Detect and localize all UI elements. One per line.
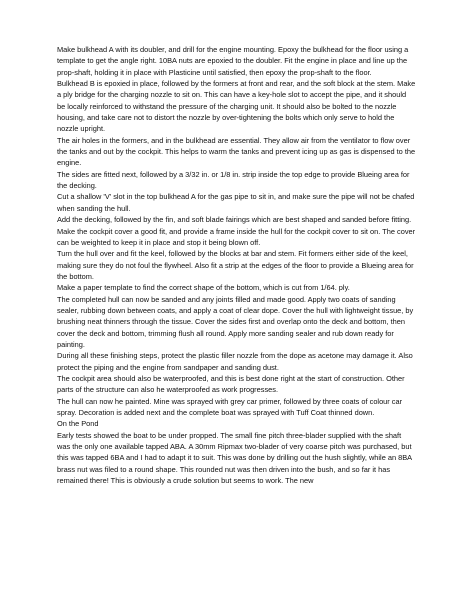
paragraph-air-holes: The air holes in the formers, and in the bulkhead are essential. They allow air from the ventilator to flow over the tanks and out by the cockpit. This helps to warm the tanks and prevent icing up as gas is dispensed to the engine. (57, 135, 416, 168)
paragraph-cockpit-cover: Make the cockpit cover a good fit, and provide a frame inside the hull for the cockpit cover to sit on. The cover can be weighted to keep it in place and stop it being blown off. (57, 226, 416, 247)
paragraph-decking: Add the decking, followed by the fin, and soft blade fairings which are best shaped and sanded before fitting. (57, 215, 412, 225)
paragraph-keel: Turn the hull over and fit the keel, followed by the blocks at bar and stem. Fit formers either side of the keel, making sure they do not foul the flywheel. Also fit a strip at the edges of the floor to provide a Blueing area for the bottom. (57, 249, 414, 281)
paragraph-sanding-covering: The completed hull can now be sanded and any joints filled and made good. Apply two coats of sanding sealer, rubbing down between coats, and apply a coat of clear dope. Cover the hull with lightweight tissue, by brushing neat thinners through the tissue. Cover the sides first and overlap onto the deck and bottom, then cover the deck and bottom, trimming flush all round. Apply more sanding sealer and rub down ready for painting. (57, 294, 414, 349)
paragraph-gas-pipe-slot: Cut a shallow 'V' slot in the top bulkhead A for the gas pipe to sit in, and make sure the pipe will not be chafed when sanding the hull. (57, 192, 415, 213)
paragraph-bulkhead-b: Bulkhead B is epoxied in place, followed by the formers at front and rear, and the soft block at the stem. Make a ply bridge for the charging nozzle to sit on. This can have a key-hole slot to accept the pipe, and it should be locally reinforced to withstand the pressure of the charging unit. It should also be bolted to the nozzle housing, and take care not to distort the nozzle by over-tightening the bolts which only serve to hold the nozzle upright. (57, 79, 416, 134)
paragraph-protect-nozzle: During all these finishing steps, protect the plastic filler nozzle from the dope as acetone may damage it. Also protect the piping and the engine from sandpaper and sanding dust. (57, 351, 413, 372)
paragraph-paper-template: Make a paper template to find the correct shape of the bottom, which is cut from 1/64. ply. (57, 283, 350, 293)
paragraph-sides: The sides are fitted next, followed by a 3/32 in. or 1/8 in. strip inside the top edge to provide Blueing area for the decking. (57, 169, 410, 191)
paragraph-bulkhead-a: Make bulkhead A with its doubler, and drill for the engine mounting. Epoxy the bulkhead for the floor using a template to get the angle right. 10BA nuts are epoxied to the doubler. Fit the engine in place and line up the prop-shaft, holding it in place with Plasticine until satisfied, then epoxy the prop-shaft to the floor. (57, 45, 409, 77)
paragraph-early-tests: Early tests showed the boat to be under propped. The small fine pitch three-blader supplied with the shaft was the only one available tapped ABA. A 30mm Ripmax two-blader of very coarse pitch was purchased, but this was tapped 6BA and I had to adapt it to suit. This was done by drilling out the hush slightly, while an 8BA brass nut was filed to a round shape. This rounded nut was then driven into the bush, and so far it has remained there! This is obviously a crude solution but seems to work. The new (57, 430, 412, 486)
section-heading-on-the-pond: On the Pond (57, 419, 99, 429)
paragraph-waterproofing: The cockpit area should also be waterproofed, and this is best done right at the start of construction. Other parts of the structure can also he waterproofed as work progresses. (57, 373, 405, 395)
paragraph-painting: The hull can now he painted. Mine was sprayed with grey car primer, followed by three coats of colour car spray. Decoration is added next and the complete boat was sprayed with Tuff Coat thinned down. (57, 396, 403, 417)
